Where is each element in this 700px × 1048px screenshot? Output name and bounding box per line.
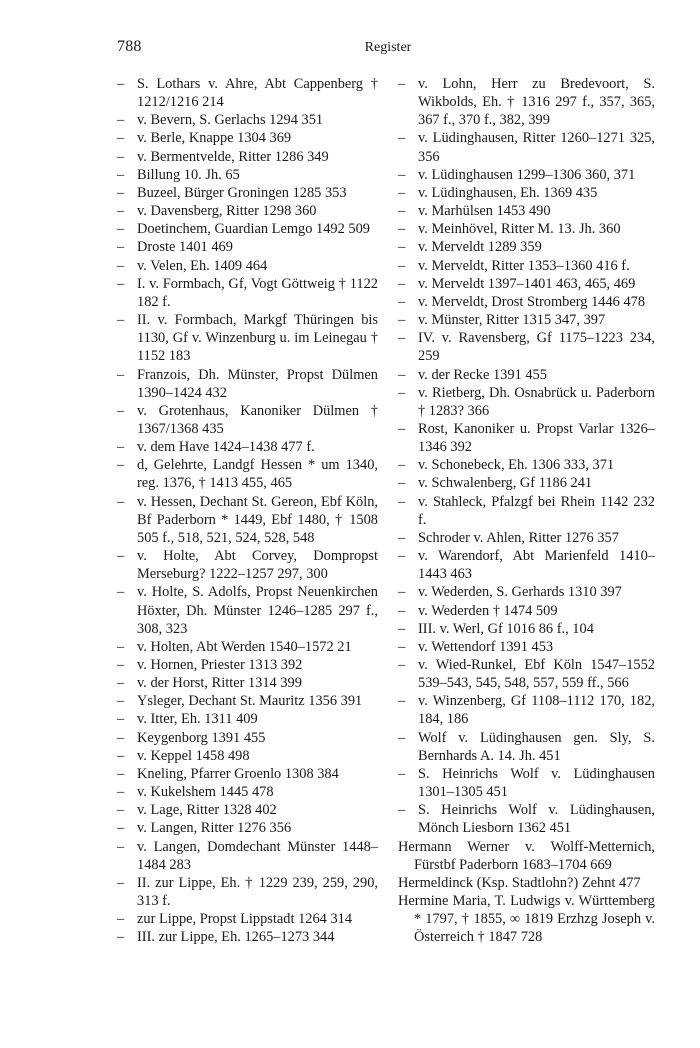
entry-text: Droste 1401 469 — [137, 239, 233, 256]
index-entry — [117, 583, 378, 637]
entry-dash: – — [398, 76, 406, 92]
entry-text: II. zur Lippe, Eh. † 1229 239, 259, 290, 313 f. — [137, 874, 378, 910]
entry-dash: – — [398, 602, 406, 619]
entry-dash: – — [117, 874, 125, 891]
entry-dash: – — [398, 130, 406, 147]
entry-dash: – — [398, 802, 406, 819]
index-entry — [117, 765, 378, 783]
index-entry — [398, 729, 655, 765]
entry-text: v. Bermentvelde, Ritter 1286 349 — [137, 148, 329, 165]
entry-dash: – — [117, 765, 125, 782]
index-entry — [117, 275, 378, 311]
entry-dash: – — [398, 765, 406, 782]
index-entry — [117, 928, 378, 946]
index-entry — [117, 129, 378, 147]
index-entry — [398, 656, 655, 692]
index-entry — [398, 801, 655, 837]
entry-dash: – — [398, 239, 406, 256]
entry-text: v. Merveldt 1397–1401 463, 465, 469 — [418, 275, 636, 292]
entry-text: v. der Recke 1391 455 — [418, 366, 547, 383]
index-entry — [398, 166, 655, 184]
entry-text: v. Langen, Domdechant Münster 1448–1484 283 — [137, 838, 378, 873]
entry-dash: – — [398, 257, 406, 274]
entry-text: Doetinchem, Guardian Lemgo 1492 509 — [137, 221, 370, 238]
entry-dash: – — [117, 439, 125, 456]
entry-dash: – — [398, 693, 406, 710]
entry-dash: – — [117, 457, 125, 474]
index-entry — [398, 765, 655, 801]
index-entry — [117, 656, 378, 674]
entry-dash: – — [398, 493, 406, 510]
entry-dash: – — [398, 275, 406, 292]
entry-dash: – — [398, 420, 406, 437]
entry-dash: – — [117, 820, 125, 837]
entry-text: Hermine Maria, T. Ludwigs v. Württemberg * 1797, † 1855, ∞ 1819 Erzhzg Joseph v. Österreich † 1847 728 — [398, 893, 655, 946]
entry-text: v. Merveldt, Drost Stromberg 1446 478 — [418, 293, 646, 310]
index-entry — [117, 75, 378, 111]
entry-text: v. Hornen, Priester 1313 392 — [137, 657, 303, 673]
index-entry — [398, 620, 655, 638]
entry-dash: – — [117, 929, 125, 946]
entry-dash: – — [398, 729, 406, 746]
entry-text: v. Lüdinghausen, Ritter 1260–1271 325, 356 — [418, 130, 655, 165]
index-entry — [117, 692, 378, 710]
entry-text: Schroder v. Ahlen, Ritter 1276 357 — [418, 529, 619, 546]
entry-text: v. Schonebeck, Eh. 1306 333, 371 — [418, 457, 615, 474]
entry-text: v. dem Have 1424–1438 477 f. — [137, 439, 315, 456]
index-entry — [117, 202, 378, 220]
index-entry — [398, 75, 655, 129]
entry-text: v. Langen, Ritter 1276 356 — [137, 820, 292, 837]
index-entry — [398, 220, 655, 238]
entry-dash: – — [117, 747, 125, 764]
entry-text: v. Stahleck, Pfalzgf bei Rhein 1142 232 f. — [418, 493, 655, 528]
index-entry — [117, 674, 378, 692]
index-entry — [117, 184, 378, 202]
entry-text: S. Heinrichs Wolf v. Lüdinghausen, Mönch Liesborn 1362 451 — [418, 802, 655, 837]
entry-dash: – — [117, 638, 125, 655]
entry-text: v. Schwalenberg, Gf 1186 241 — [418, 475, 593, 492]
index-entry — [117, 493, 378, 547]
entry-text: III. zur Lippe, Eh. 1265–1273 344 — [137, 929, 335, 946]
entry-dash: – — [398, 166, 406, 183]
entry-text: IV. v. Ravensberg, Gf 1175–1223 234, 259 — [418, 330, 655, 365]
index-entry — [117, 220, 378, 238]
entry-text: v. Berle, Knappe 1304 369 — [137, 130, 292, 147]
entry-text: II. v. Formbach, Markgf Thüringen bis 1130, Gf v. Winzenburg u. im Leinegau † 1152 183 — [137, 312, 378, 365]
index-entry — [398, 129, 655, 165]
entry-text: v. Grotenhaus, Kanoniker Dülmen † 1367/1368 435 — [137, 402, 378, 437]
entry-dash: – — [398, 330, 406, 347]
entry-text: I. v. Formbach, Gf, Vogt Göttweig † 1122 182 f. — [137, 275, 378, 310]
entry-text: v. Meinhövel, Ritter M. 13. Jh. 360 — [418, 221, 621, 238]
entry-text: v. der Horst, Ritter 1314 399 — [137, 675, 302, 692]
index-entry — [398, 474, 655, 492]
entry-dash: – — [398, 638, 406, 655]
entry-text: Billung 10. Jh. 65 — [137, 166, 240, 183]
entry-text: v. Itter, Eh. 1311 409 — [137, 711, 258, 728]
entry-dash: – — [117, 657, 125, 673]
index-column-left — [117, 75, 378, 947]
entry-text: Ysleger, Dechant St. Mauritz 1356 391 — [137, 693, 363, 710]
index-entry — [117, 238, 378, 256]
entry-text: Hermeldinck (Ksp. Stadtlohn?) Zehnt 477 — [398, 874, 641, 891]
entry-dash: – — [398, 184, 406, 201]
entry-dash: – — [398, 384, 406, 401]
index-entry — [398, 692, 655, 728]
entry-dash: – — [117, 838, 125, 855]
entry-dash: – — [117, 112, 125, 129]
entry-text: Franzois, Dh. Münster, Propst Dülmen 1390–1424 432 — [137, 366, 378, 401]
entry-text: v. Keppel 1458 498 — [137, 747, 250, 764]
entry-text: S. Heinrichs Wolf v. Lüdinghausen 1301–1305 451 — [418, 765, 655, 801]
entry-dash: – — [117, 184, 125, 201]
entry-text: v. Davensberg, Ritter 1298 360 — [137, 203, 317, 220]
index-column-right — [398, 75, 655, 947]
entry-text: Kneling, Pfarrer Groenlo 1308 384 — [137, 765, 339, 782]
entry-dash: – — [117, 584, 125, 601]
entry-dash: – — [117, 693, 125, 710]
index-entry — [117, 148, 378, 166]
index-entry — [117, 402, 378, 438]
entry-dash: – — [117, 493, 125, 510]
entry-dash: – — [117, 257, 125, 274]
entry-text: v. Lohn, Herr zu Bredevoort, S. Wikbolds, Eh. † 1316 297 f., 357, 365, 367 f., 370 f., 382, 399 — [418, 76, 655, 129]
index-entry — [117, 257, 378, 275]
index-entry — [398, 257, 655, 275]
entry-dash: – — [117, 148, 125, 165]
entry-text: v. Warendorf, Abt Marienfeld 1410–1443 463 — [418, 548, 655, 583]
index-entry — [398, 384, 655, 420]
entry-text: III. v. Werl, Gf 1016 86 f., 104 — [418, 620, 594, 637]
index-entry — [117, 638, 378, 656]
index-entry — [398, 602, 655, 620]
entry-text: v. Rietberg, Dh. Osnabrück u. Paderborn † 1283? 366 — [418, 384, 655, 419]
index-entry — [398, 329, 655, 365]
entry-dash: – — [398, 657, 406, 673]
entry-text: zur Lippe, Propst Lippstadt 1264 314 — [137, 911, 353, 928]
index-entry — [117, 729, 378, 747]
index-entry — [117, 838, 378, 874]
index-entry — [117, 366, 378, 402]
entry-dash: – — [117, 366, 125, 383]
index-entry — [398, 184, 655, 202]
entry-text: v. Lage, Ritter 1328 402 — [137, 802, 277, 819]
index-entry — [117, 456, 378, 492]
entry-text: v. Holten, Abt Werden 1540–1572 21 — [137, 638, 352, 655]
entry-dash: – — [398, 475, 406, 492]
index-entry — [398, 456, 655, 474]
entry-dash: – — [117, 402, 125, 419]
entry-dash: – — [117, 675, 125, 692]
index-entry — [117, 111, 378, 129]
entry-dash: – — [398, 584, 406, 601]
index-entry — [398, 311, 655, 329]
index-entry — [398, 238, 655, 256]
entry-dash: – — [117, 548, 125, 565]
entry-dash: – — [398, 312, 406, 329]
index-entry — [117, 438, 378, 456]
entry-dash: – — [117, 166, 125, 183]
entry-text: v. Lüdinghausen 1299–1306 360, 371 — [418, 166, 636, 183]
entry-text: Keygenborg 1391 455 — [137, 729, 266, 746]
index-entry — [398, 293, 655, 311]
index-entry — [117, 801, 378, 819]
entry-dash: – — [398, 548, 406, 565]
index-entry — [117, 747, 378, 765]
entry-text: v. Wederden, S. Gerhards 1310 397 — [418, 584, 622, 601]
index-entry — [398, 583, 655, 601]
index-entry — [398, 529, 655, 547]
entry-dash: – — [398, 366, 406, 383]
entry-text: v. Lüdinghausen, Eh. 1369 435 — [418, 184, 598, 201]
entry-text: d, Gelehrte, Landgf Hessen * um 1340, reg. 1376, † 1413 455, 465 — [137, 457, 378, 492]
entry-dash: – — [117, 729, 125, 746]
entry-dash: – — [117, 711, 125, 728]
entry-text: v. Bevern, S. Gerlachs 1294 351 — [137, 112, 324, 129]
index-entry — [117, 783, 378, 801]
entry-dash: – — [398, 529, 406, 546]
entry-text: v. Wederden † 1474 509 — [418, 602, 558, 619]
entry-text: v. Wettendorf 1391 453 — [418, 638, 554, 655]
entry-text: v. Holte, Abt Corvey, Dompropst Merseburg? 1222–1257 297, 300 — [137, 548, 378, 583]
entry-dash: – — [117, 275, 125, 292]
entry-dash: – — [398, 293, 406, 310]
entry-text: v. Winzenberg, Gf 1108–1112 170, 182, 184, 186 — [418, 693, 655, 728]
index-entry — [117, 311, 378, 365]
entry-dash: – — [117, 802, 125, 819]
entry-dash: – — [117, 203, 125, 220]
entry-dash: – — [398, 221, 406, 238]
entry-text: v. Merveldt, Ritter 1353–1360 416 f. — [418, 257, 630, 274]
page-number: 788 — [117, 38, 142, 55]
index-entry — [398, 838, 655, 874]
index-entry — [398, 638, 655, 656]
entry-text: Rost, Kanoniker u. Propst Varlar 1326–1346 392 — [418, 420, 655, 456]
entry-dash: – — [117, 784, 125, 801]
entry-text: Hermann Werner v. Wolff-Metternich, Fürstbf Paderborn 1683–1704 669 — [398, 838, 655, 873]
entry-dash: – — [117, 76, 125, 92]
index-entry — [398, 202, 655, 220]
entry-text: Wolf v. Lüdinghausen gen. Sly, S. Bernhards A. 14. Jh. 451 — [418, 729, 655, 764]
entry-dash: – — [398, 457, 406, 474]
index-entry — [117, 910, 378, 928]
index-entry — [398, 874, 655, 892]
entry-dash: – — [398, 620, 406, 637]
entry-text: v. Marhülsen 1453 490 — [418, 203, 551, 220]
entry-dash: – — [117, 312, 125, 329]
index-entry — [117, 710, 378, 728]
index-entry — [398, 547, 655, 583]
entry-text: v. Velen, Eh. 1409 464 — [137, 257, 268, 274]
entry-text: v. Kukelshem 1445 478 — [137, 784, 274, 801]
entry-dash: – — [117, 911, 125, 928]
entry-text: Buzeel, Bürger Groningen 1285 353 — [137, 184, 347, 201]
entry-dash: – — [398, 203, 406, 220]
index-entry — [398, 420, 655, 456]
index-entry — [117, 547, 378, 583]
entry-text: v. Merveldt 1289 359 — [418, 239, 542, 256]
entry-text: v. Holte, S. Adolfs, Propst Neuenkirchen Höxter, Dh. Münster 1246–1285 297 f., 308, 323 — [137, 584, 378, 637]
entry-dash: – — [117, 221, 125, 238]
entry-dash: – — [117, 130, 125, 147]
entry-text: v. Münster, Ritter 1315 347, 397 — [418, 312, 606, 329]
index-entry — [398, 493, 655, 529]
entry-text: v. Hessen, Dechant St. Gereon, Ebf Köln, Bf Paderborn * 1449, Ebf 1480, † 1508 505 f., 518, 521, 524, 528, 548 — [137, 493, 378, 546]
index-entry — [398, 366, 655, 384]
index-entry — [117, 819, 378, 837]
entry-dash: – — [117, 239, 125, 256]
index-entry — [398, 892, 655, 946]
running-head: Register — [364, 40, 412, 55]
entry-text: v. Wied-Runkel, Ebf Köln 1547–1552 539–543, 545, 548, 557, 559 ff., 566 — [418, 657, 655, 692]
index-entry — [117, 874, 378, 910]
entry-text: S. Lothars v. Ahre, Abt Cappenberg † 1212/1216 214 — [137, 76, 378, 111]
index-entry — [398, 275, 655, 293]
index-entry — [117, 166, 378, 184]
